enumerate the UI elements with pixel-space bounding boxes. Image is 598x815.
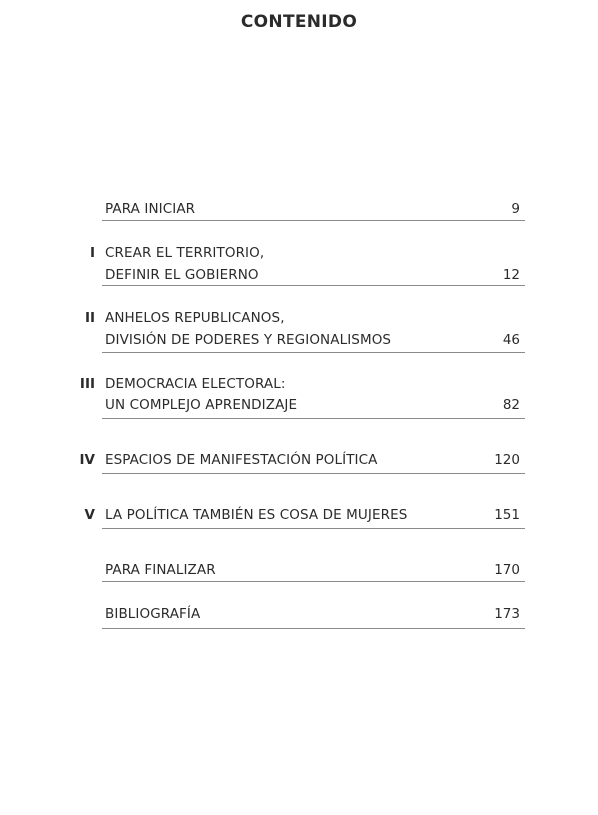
toc-entry-title-line-1: ANHELOS REPUBLICANOS,	[105, 310, 285, 326]
toc-entry-page: 46	[502, 332, 520, 348]
toc-divider	[102, 528, 525, 529]
toc-entry-title-line-1: DEMOCRACIA ELECTORAL:	[105, 376, 286, 392]
toc-divider	[102, 352, 525, 353]
toc-entry-title-line-1: CREAR EL TERRITORIO,	[105, 245, 265, 261]
toc-divider	[102, 473, 525, 474]
toc-entry-title-line-2: UN COMPLEJO APRENDIZAJE	[105, 397, 298, 413]
toc-entry-page: 12	[502, 267, 520, 283]
toc-entry-title: ESPACIOS DE MANIFESTACIÓN POLÍTICA	[105, 452, 378, 468]
toc-entry-page: 151	[494, 507, 520, 523]
toc-divider	[102, 418, 525, 419]
toc-entry-title-line-2: DIVISIÓN DE PODERES Y REGIONALISMOS	[105, 332, 392, 348]
toc-entry-title: BIBLIOGRAFÍA	[105, 606, 201, 622]
chapter-numeral: II	[84, 310, 95, 326]
toc-divider	[102, 285, 525, 286]
chapter-numeral: V	[84, 507, 95, 523]
toc-divider	[102, 220, 525, 221]
toc-divider	[102, 581, 525, 582]
toc-entry-page: 9	[511, 201, 520, 217]
chapter-numeral: I	[89, 245, 95, 261]
toc-entry-title: PARA FINALIZAR	[105, 562, 216, 578]
toc-entry-page: 170	[494, 562, 520, 578]
chapter-numeral: IV	[79, 452, 95, 468]
toc-entry-title-line-2: DEFINIR EL GOBIERNO	[105, 267, 259, 283]
toc-entry-title: PARA INICIAR	[105, 201, 196, 217]
toc-divider	[102, 628, 525, 629]
page-title: CONTENIDO	[240, 12, 358, 32]
toc-entry-page: 173	[494, 606, 520, 622]
toc-entry-page: 120	[494, 452, 520, 468]
toc-entry-page: 82	[502, 397, 520, 413]
chapter-numeral: III	[79, 376, 95, 392]
toc-entry-title: LA POLÍTICA TAMBIÉN ES COSA DE MUJERES	[105, 507, 408, 523]
